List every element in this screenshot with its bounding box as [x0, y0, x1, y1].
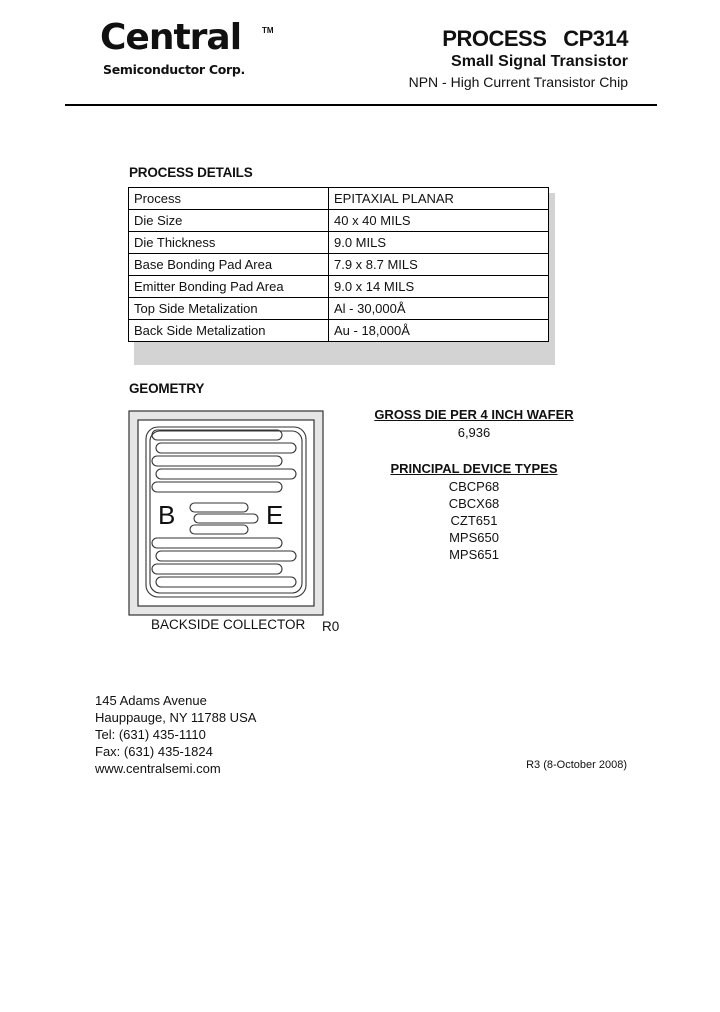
company-subtitle: Semiconductor Corp.	[103, 62, 245, 77]
device-item: CZT651	[450, 513, 498, 528]
process-code: CP314	[563, 26, 628, 51]
row-label: Die Size	[129, 210, 329, 232]
device-list-container	[344, 478, 604, 563]
row-value: 9.0 MILS	[329, 232, 549, 254]
process-details-title: PROCESS DETAILS	[129, 165, 253, 180]
table-row	[129, 298, 549, 320]
device-item: CBCX68	[448, 496, 500, 511]
row-label: Emitter Bonding Pad Area	[129, 276, 329, 298]
row-label: Back Side Metalization	[129, 320, 329, 342]
header-divider	[65, 104, 657, 106]
row-value: Au - 18,000Å	[329, 320, 549, 342]
geometry-title: GEOMETRY	[129, 381, 205, 396]
geometry-caption: BACKSIDE COLLECTOR	[151, 617, 306, 632]
process-title	[442, 26, 628, 52]
row-label: Die Thickness	[129, 232, 329, 254]
website-link[interactable]: www.centralsemi.com	[95, 761, 221, 776]
device-item: MPS650	[449, 530, 499, 545]
table-row	[129, 254, 549, 276]
row-label: Process	[129, 188, 329, 210]
device-list	[344, 478, 604, 563]
contact-block	[95, 692, 256, 777]
telephone: Tel: (631) 435-1110	[95, 727, 206, 742]
company-logo: Central	[100, 17, 242, 58]
row-value: 7.9 x 8.7 MILS	[329, 254, 549, 276]
wafer-title: GROSS DIE PER 4 INCH WAFER	[374, 407, 574, 422]
address-line-1: 145 Adams Avenue	[95, 693, 207, 708]
die-geometry-diagram	[128, 410, 324, 621]
device-item: MPS651	[449, 547, 499, 562]
row-value: 9.0 x 14 MILS	[329, 276, 549, 298]
emitter-pad-label: E	[266, 500, 284, 530]
geometry-revision: R0	[322, 619, 340, 634]
address-line-2: Hauppauge, NY 11788 USA	[95, 710, 257, 725]
table-row	[129, 210, 549, 232]
process-word: PROCESS	[442, 26, 547, 51]
row-label: Top Side Metalization	[129, 298, 329, 320]
devices-title: PRINCIPAL DEVICE TYPES	[390, 461, 558, 476]
process-details-table	[128, 187, 549, 342]
row-value: EPITAXIAL PLANAR	[329, 188, 549, 210]
table-row	[129, 276, 549, 298]
device-item: CBCP68	[448, 479, 500, 494]
wafer-value: 6,936	[457, 425, 491, 440]
row-value: 40 x 40 MILS	[329, 210, 549, 232]
base-pad-label: B	[158, 500, 176, 530]
table-row	[129, 188, 549, 210]
table-row	[129, 320, 549, 342]
fax: Fax: (631) 435-1824	[95, 744, 213, 759]
table-row	[129, 232, 549, 254]
document-description: NPN - High Current Transistor Chip	[408, 74, 628, 90]
trademark-mark: TM	[262, 26, 274, 35]
row-value: Al - 30,000Å	[329, 298, 549, 320]
document-revision: R3 (8-October 2008)	[526, 759, 627, 771]
document-subtitle: Small Signal Transistor	[451, 53, 628, 70]
row-label: Base Bonding Pad Area	[129, 254, 329, 276]
